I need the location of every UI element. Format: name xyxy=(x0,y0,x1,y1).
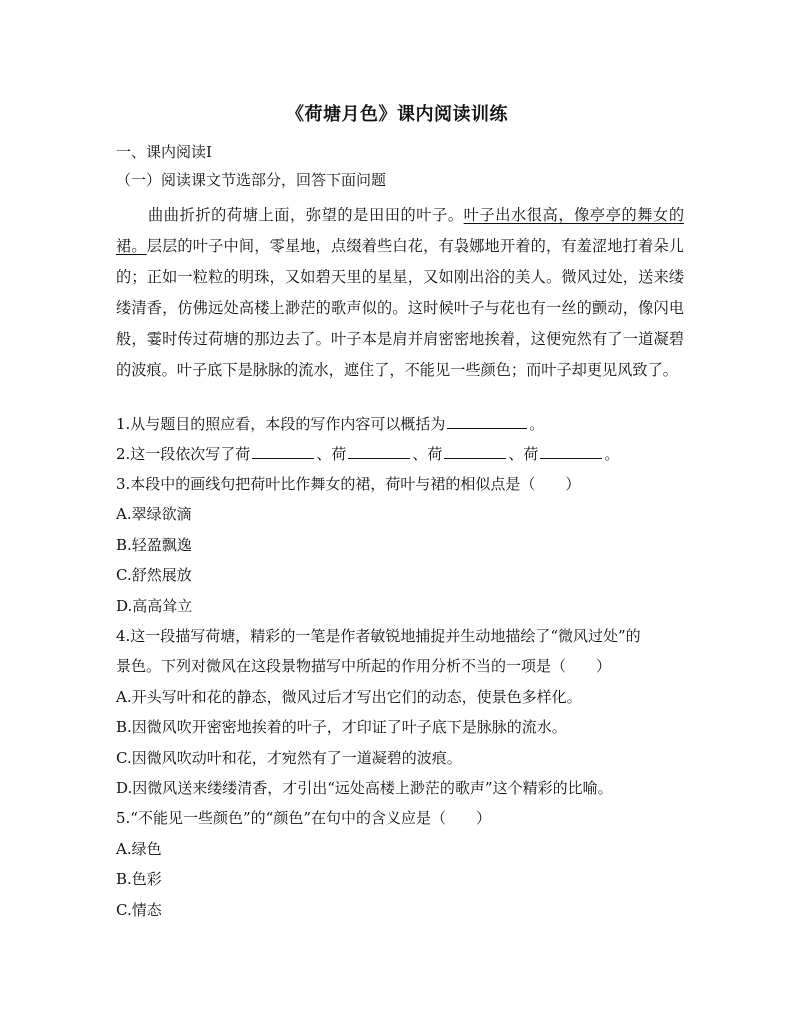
question-3-close: ） xyxy=(565,475,581,493)
question-2-sep3: 、荷 xyxy=(508,445,539,463)
passage-text-2: 层层的叶子中间，零星地，点缀着些白花，有袅娜地开着的，有羞涩地打着朵儿的；正如一粒粒的明珠，又如碧天里的星星，又如刚出浴的美人。微风过处，送来缕缕清香，仿佛远处高楼上渺茫的歌声似的。这时候叶子与花也有一丝的颤动，像闪电般，霎时传过荷塘的那边去了。叶子本是肩并肩密密地挨着，这便宛然有了一道凝碧的波痕。叶子底下是脉脉的流水，遮住了，不能见一些颜色；而叶子却更见风致了。 xyxy=(116,237,685,379)
answer-blank-2a[interactable] xyxy=(252,444,314,459)
question-2-sep2: 、荷 xyxy=(412,445,443,463)
question-3 xyxy=(116,474,580,494)
question-1 xyxy=(116,414,544,434)
question-4-line-2 xyxy=(116,656,611,676)
option-5a: A.绿色 xyxy=(116,840,162,858)
question-4-close: ） xyxy=(596,657,612,675)
section-heading: 一、课内阅读Ⅰ xyxy=(116,143,212,161)
answer-blank-2d[interactable] xyxy=(540,444,602,459)
question-5-close: ） xyxy=(476,809,492,827)
question-2-lead: 2.这一段依次写了荷 xyxy=(116,445,251,463)
answer-blank-2c[interactable] xyxy=(444,444,506,459)
answer-blank-1[interactable] xyxy=(447,414,527,429)
question-2-sep1: 、荷 xyxy=(316,445,347,463)
question-4-line-1: 4.这一段描写荷塘，精彩的一笔是作者敏锐地捕捉并生动地描绘了“微风过处”的 xyxy=(116,627,641,645)
option-4a: A.开头写叶和花的静态，微风过后才写出它们的动态，使景色多样化。 xyxy=(116,688,582,706)
option-3b: B.轻盈飘逸 xyxy=(116,536,192,554)
question-2-end: 。 xyxy=(604,445,620,463)
question-1-text: 1.从与题目的照应看，本段的写作内容可以概括为 xyxy=(116,415,446,433)
underlined-sentence: 叶子出水很高，像亭亭的舞女的裙。 xyxy=(116,206,685,255)
answer-blank-2b[interactable] xyxy=(348,444,410,459)
option-3d: D.高高耸立 xyxy=(116,597,193,615)
option-3a: A.翠绿欲滴 xyxy=(116,505,192,523)
option-4c: C.因微风吹动叶和花，才宛然有了一道凝碧的波痕。 xyxy=(116,749,462,767)
question-5-text: 5.“不能见一些颜色”的“颜色”在句中的含义应是（ xyxy=(116,809,446,827)
option-3c: C.舒然展放 xyxy=(116,566,192,584)
page-title: 《荷塘月色》课内阅读训练 xyxy=(286,104,508,125)
option-4b: B.因微风吹开密密地挨着的叶子，才印证了叶子底下是脉脉的流水。 xyxy=(116,718,567,736)
question-3-text: 3.本段中的画线句把荷叶比作舞女的裙，荷叶与裙的相似点是（ xyxy=(116,475,536,493)
passage-text-1: 曲曲折折的荷塘上面，弥望的是田田的叶子。 xyxy=(148,206,464,224)
option-4d: D.因微风送来缕缕清香，才引出“远处高楼上渺茫的歌声”这个精彩的比喻。 xyxy=(116,779,613,797)
question-2 xyxy=(116,444,619,464)
reading-passage xyxy=(116,200,684,386)
option-5c: C.情态 xyxy=(116,901,162,919)
subsection-heading: （一）阅读课文节选部分，回答下面问题 xyxy=(116,171,387,189)
question-4-text: 景色。下列对微风在这段景物描写中所起的作用分析不当的一项是（ xyxy=(116,657,567,675)
option-5b: B.色彩 xyxy=(116,870,162,888)
question-1-end: 。 xyxy=(529,415,545,433)
question-5 xyxy=(116,808,491,828)
